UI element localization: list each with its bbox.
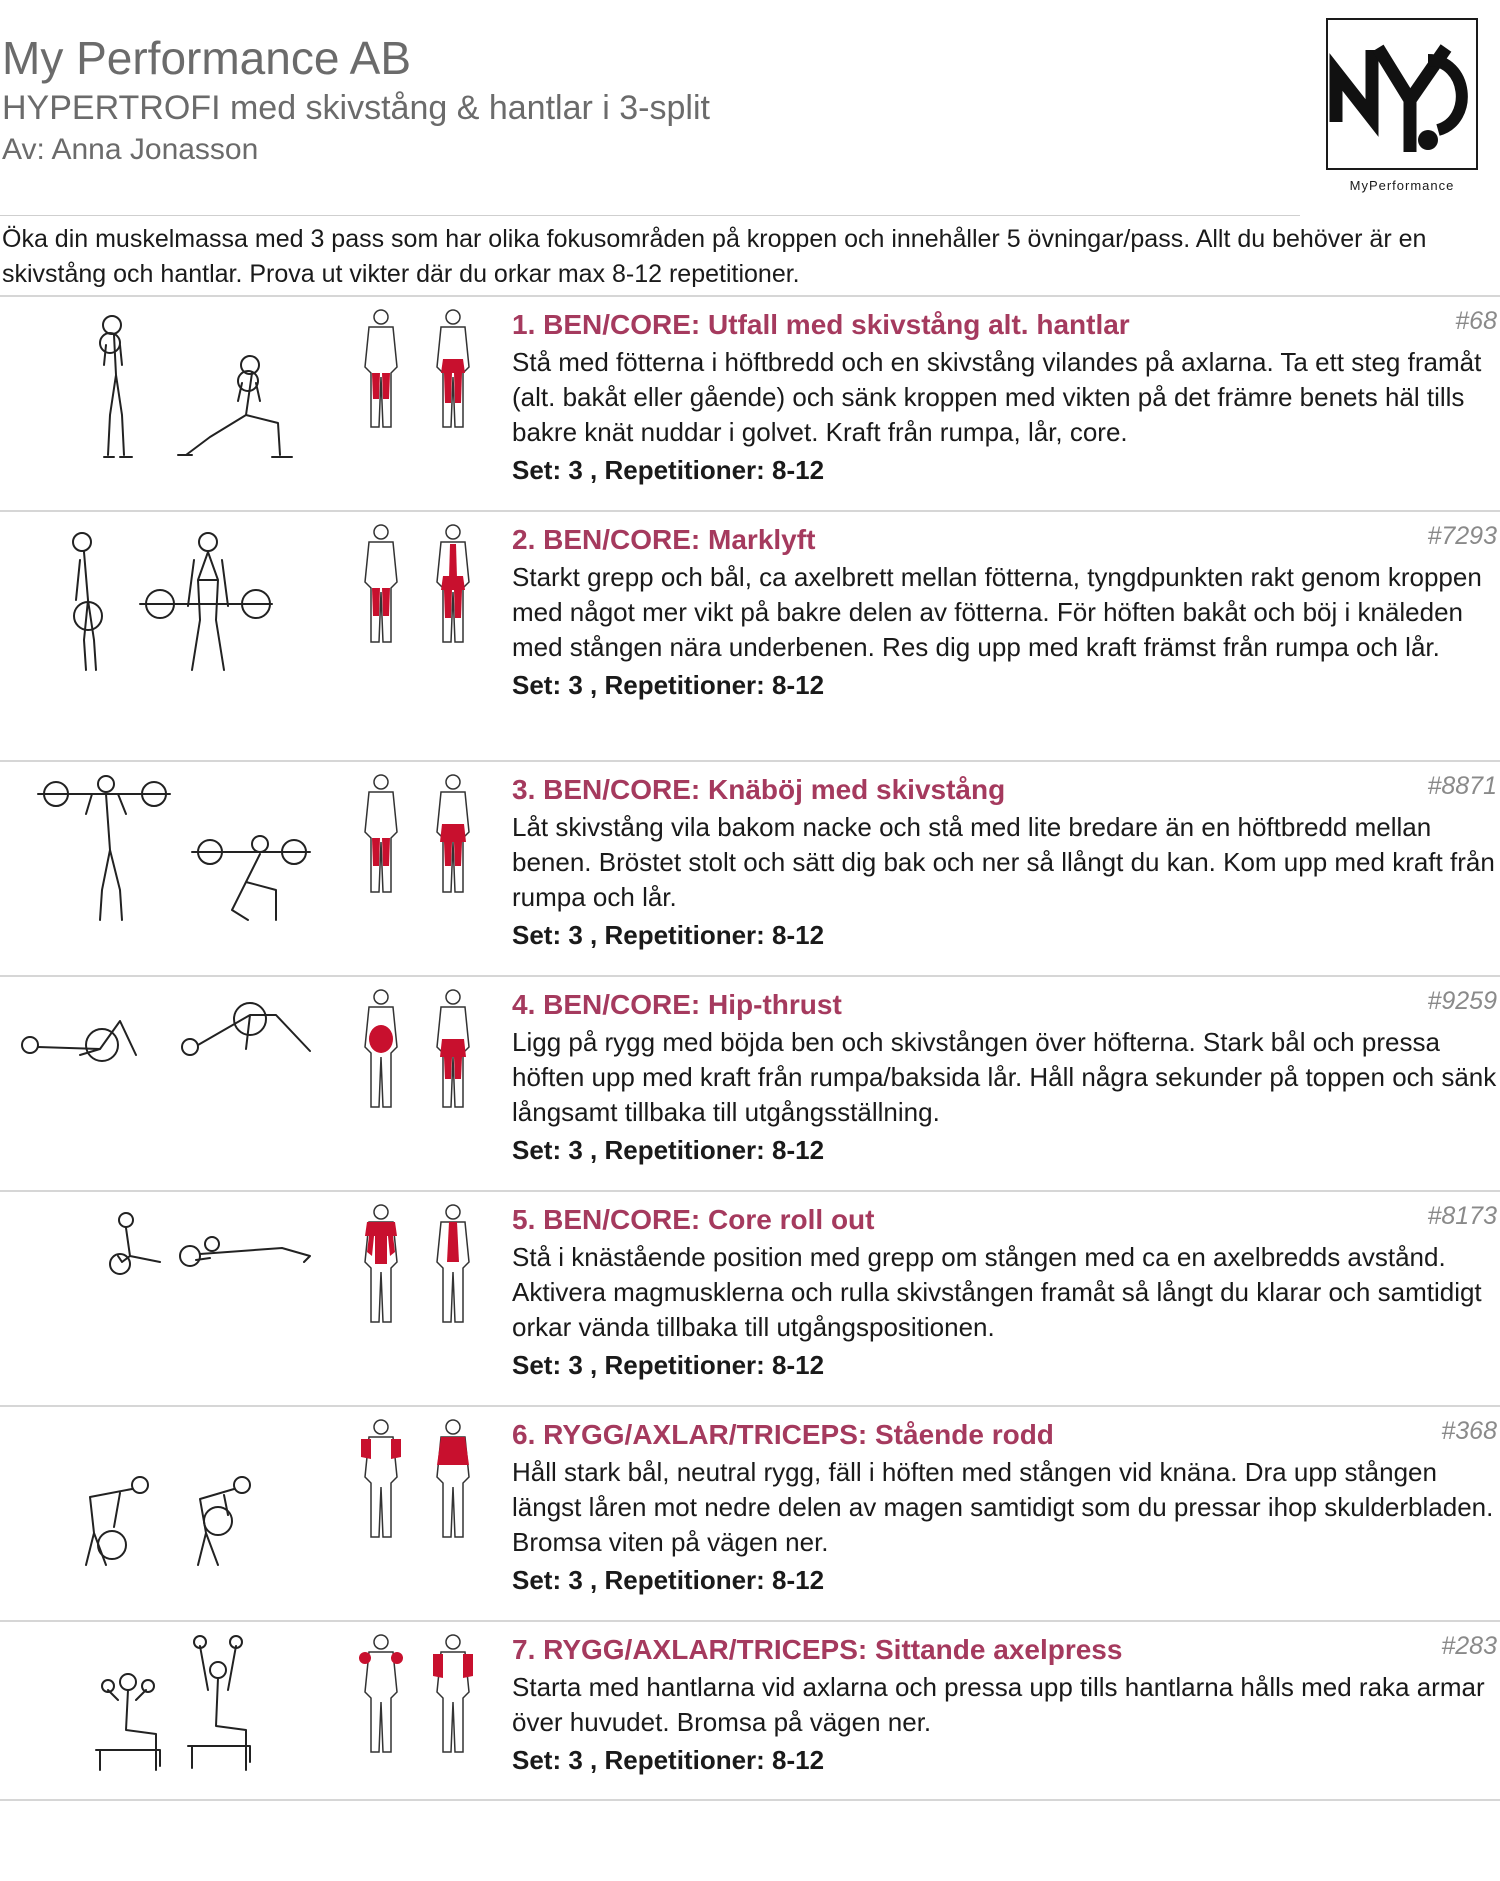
exercise-code: #9259	[1427, 987, 1497, 1015]
exercise-sets: Set: 3 , Repetitioner: 8-12	[512, 1350, 825, 1380]
muscle-map-icon	[345, 522, 495, 652]
exercise-item	[0, 1190, 1500, 1405]
exercise-illustration-icon	[10, 985, 320, 1155]
exercise-description: Starkt grepp och bål, ca axelbrett mellan fötterna, tyngdpunkten rakt genom kroppen med något mer vikt på bakre delen av fötterna. För höften bakåt och böj i knäleden med stången nära underbenen. Res dig upp med kraft främst från rumpa och lår.	[512, 562, 1482, 662]
program-title: HYPERTROFI med skivstång & hantlar i 3-split	[2, 89, 710, 127]
exercise-illustration-icon	[10, 1200, 320, 1370]
logo-caption: MyPerformance	[1349, 178, 1455, 193]
exercise-description: Håll stark bål, neutral rygg, fäll i höften med stången vid knäna. Dra upp stången längst låren mot nedre delen av magen samtidigt som du pressar ihop skulderbladen. Bromsa viten på vägen ner.	[512, 1457, 1494, 1557]
exercise-illustration-icon	[10, 770, 320, 940]
exercise-title: 3. BEN/CORE: Knäböj med skivstång	[512, 774, 1006, 805]
company-name: My Performance AB	[2, 32, 412, 84]
exercise-code: #368	[1441, 1417, 1497, 1445]
exercise-description: Stå i knästående position med grepp om stången med ca en axelbredds avstånd. Aktivera magmusklerna och rulla skivstången framåt så långt du klarar och samtidigt orkar vända tillbaka till utgångspositionen.	[512, 1242, 1482, 1342]
exercise-content	[512, 307, 1497, 488]
exercise-title: 6. RYGG/AXLAR/TRICEPS: Stående rodd	[512, 1419, 1054, 1450]
exercise-code: #7293	[1427, 522, 1497, 550]
exercise-content	[512, 1202, 1497, 1383]
exercise-illustration-icon	[10, 1630, 320, 1800]
exercise-content	[512, 987, 1497, 1168]
exercise-code: #8871	[1427, 772, 1497, 800]
exercise-sets: Set: 3 , Repetitioner: 8-12	[512, 1135, 825, 1165]
muscle-map-icon	[345, 307, 495, 437]
document-header	[2, 30, 1282, 170]
exercise-sets: Set: 3 , Repetitioner: 8-12	[512, 920, 825, 950]
exercise-title: 2. BEN/CORE: Marklyft	[512, 524, 816, 555]
exercise-content	[512, 772, 1497, 953]
exercise-item	[0, 1620, 1500, 1799]
muscle-map-icon	[345, 772, 495, 902]
header-divider	[0, 215, 1300, 216]
exercise-code: #68	[1455, 307, 1497, 335]
bottom-divider	[0, 1799, 1500, 1801]
exercise-code: #283	[1441, 1632, 1497, 1660]
muscle-map-icon	[345, 1417, 495, 1547]
exercise-illustration-icon	[10, 1415, 320, 1585]
exercise-content	[512, 1632, 1497, 1778]
exercise-description: Stå med fötterna i höftbredd och en skivstång vilandes på axlarna. Ta ett steg framåt (alt. bakåt eller gående) och sänk kroppen med vikten på det främre benets häl tills bakre knät nuddar i golvet. Kraft från rumpa, lår, core.	[512, 347, 1482, 447]
exercise-code: #8173	[1427, 1202, 1497, 1230]
exercise-description: Ligg på rygg med böjda ben och skivstången över höfterna. Stark bål och pressa höften upp med kraft från rumpa/baksida lår. Håll några sekunder på toppen och sänk långsamt tillbaka till utgångsställning.	[512, 1027, 1497, 1127]
intro-text: Öka din muskelmassa med 3 pass som har olika fokusområden på kroppen och innehåller 5 övningar/pass. Allt du behöver är en skivstång och hantlar. Prova ut vikter där du orkar max 8-12 repetitioner.	[2, 225, 1427, 288]
exercise-title: 7. RYGG/AXLAR/TRICEPS: Sittande axelpress	[512, 1634, 1123, 1665]
exercise-content	[512, 1417, 1497, 1598]
exercise-sets: Set: 3 , Repetitioner: 8-12	[512, 455, 825, 485]
exercise-item	[0, 510, 1500, 760]
exercise-description: Låt skivstång vila bakom nacke och stå med lite bredare än en höftbredd mellan benen. Bröstet stolt och sätt dig bak och ner så llångt du kan. Kom upp med kraft från rumpa och lår.	[512, 812, 1495, 912]
muscle-map-icon	[345, 1202, 495, 1332]
author: Av: Anna Jonasson	[2, 133, 259, 166]
myperformance-logo-icon	[1326, 18, 1478, 170]
exercise-title: 4. BEN/CORE: Hip-thrust	[512, 989, 842, 1020]
exercise-sets: Set: 3 , Repetitioner: 8-12	[512, 670, 825, 700]
muscle-map-icon	[345, 1632, 495, 1762]
exercise-item	[0, 975, 1500, 1190]
exercise-description: Starta med hantlarna vid axlarna och pressa upp tills hantlarna hålls med raka armar över huvudet. Bromsa på vägen ner.	[512, 1672, 1485, 1737]
exercise-item	[0, 1405, 1500, 1620]
exercise-sets: Set: 3 , Repetitioner: 8-12	[512, 1745, 825, 1775]
muscle-map-icon	[345, 987, 495, 1117]
exercise-illustration-icon	[10, 305, 320, 475]
exercise-illustration-icon	[10, 520, 320, 690]
exercise-content	[512, 522, 1497, 703]
exercise-item	[0, 760, 1500, 975]
exercise-sets: Set: 3 , Repetitioner: 8-12	[512, 1565, 825, 1595]
exercise-item	[0, 295, 1500, 510]
exercise-title: 5. BEN/CORE: Core roll out	[512, 1204, 875, 1235]
exercise-title: 1. BEN/CORE: Utfall med skivstång alt. hantlar	[512, 309, 1130, 340]
